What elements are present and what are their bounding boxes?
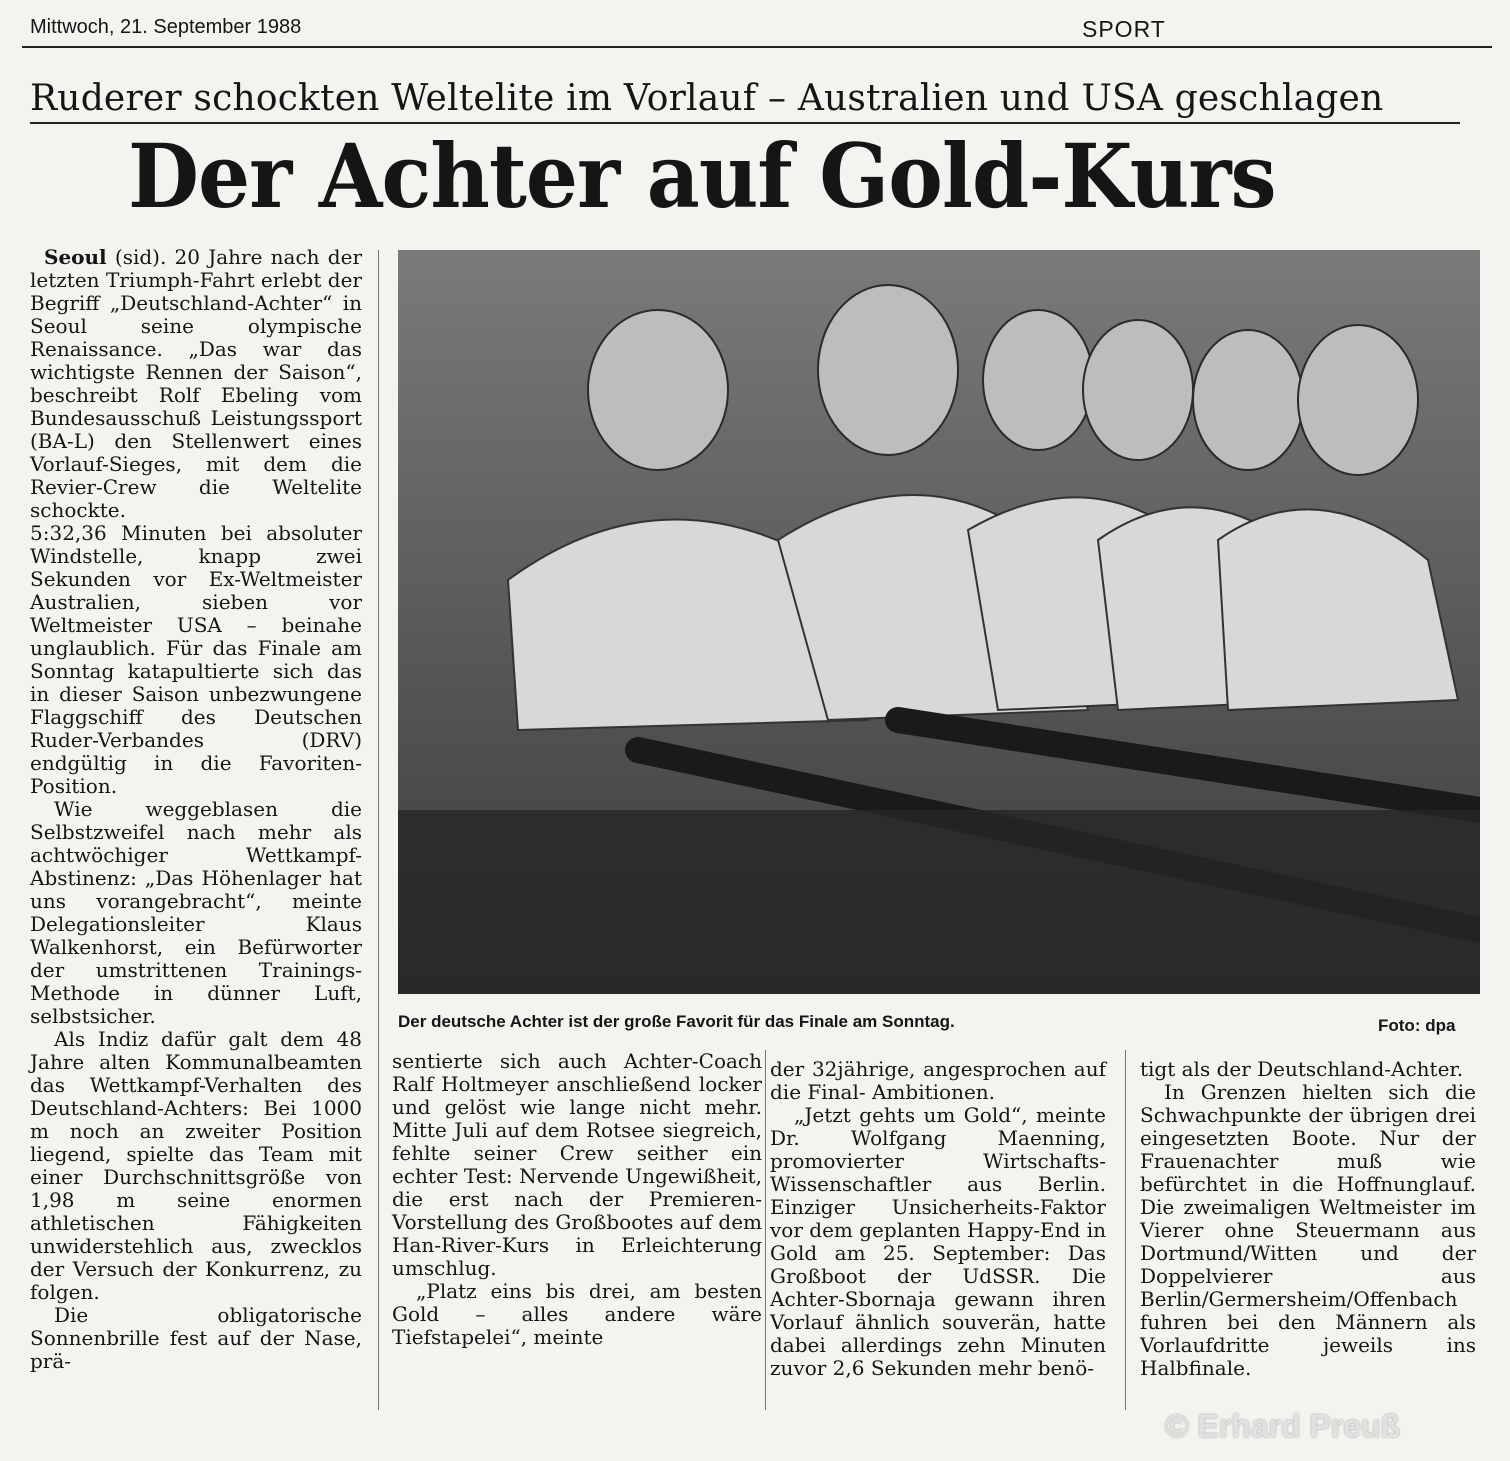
column-divider	[378, 250, 379, 1410]
paragraph	[30, 246, 362, 522]
paragraph: „Platz eins bis drei, am besten Gold – alles andere wäre Tiefstapelei“, meinte	[392, 1279, 762, 1349]
paragraph: In Grenzen hielten sich die Schwachpunkte der übrigen drei eingesetzten Boote. Nur der Frauenachter muß wie befürchtet in die Hoffnunglauf. Die zweimaligen Weltmeister im Vierer ohne Steuermann aus Dortmund/Witten und der Doppelvierer aus Berlin/Germersheim/Offenbach fuhren bei den Männern als Vorlaufdritte jeweils ins Halbfinale.	[1140, 1080, 1476, 1380]
section-label: SPORT	[1082, 16, 1166, 42]
paragraph: Wie weggeblasen die Selbstzweifel nach mehr als achtwöchiger Wettkampf-Abstinenz: „Das Höhenlager hat uns vorangebracht“, meinte Delegationsleiter Klaus Walkenhorst, ein Befürworter der umstrittenen Trainings-Methode in dünner Luft, selbstsicher.	[30, 797, 362, 1028]
paragraph: „Jetzt gehts um Gold“, meinte Dr. Wolfgang Maenning, promovierter Wirtschafts-Wissenschaftler aus Berlin. Einziger Unsicherheits-Faktor vor dem geplanten Happy-End in Gold am 25. September: Das Großboot der UdSSR. Die Achter-Sbornaja gewann ihren Vorlauf ähnlich souverän, hatte dabei allerdings zehn Minuten zuvor 2,6 Sekunden mehr benö-	[770, 1103, 1106, 1380]
column-divider	[765, 1050, 766, 1410]
paragraph: der 32jährige, angesprochen auf die Final- Ambitionen.	[770, 1057, 1106, 1104]
photo-credit: Foto: dpa	[1378, 1016, 1456, 1035]
photo-illustration	[398, 250, 1480, 994]
article-column-1	[30, 246, 362, 1373]
main-headline: Der Achter auf Gold-Kurs	[128, 124, 1276, 228]
article-column-3	[770, 1058, 1106, 1380]
paragraph-text: (sid). 20 Jahre nach der letzten Triumph-Fahrt erlebt der Begriff „Deutschland-Achter“ in Seoul seine olympische Renaissance. „Das war das wichtigste Rennen der Saison“, beschreibt Rolf Ebeling vom Bundesausschuß Leistungssport (BA-L) den Stellenwert eines Vorlauf-Sieges, mit dem die Revier-Crew die Weltelite schockte.	[30, 245, 362, 522]
photo-caption: Der deutsche Achter ist der große Favorit für das Finale am Sonntag.	[398, 1012, 955, 1031]
dateline: Seoul	[44, 245, 107, 269]
article-column-4	[1140, 1058, 1476, 1380]
header-rule	[22, 46, 1492, 48]
issue-date: Mittwoch, 21. September 1988	[30, 16, 302, 38]
copyright-watermark: © Erhard Preuß	[1165, 1408, 1401, 1444]
article-column-2	[392, 1050, 762, 1349]
column-divider	[1125, 1050, 1126, 1410]
paragraph: Als Indiz dafür galt dem 48 Jahre alten Kommunalbeamten das Wettkampf-Verhalten des Deutschland-Achters: Bei 1000 m noch an zweiter Position liegend, spielte das Team mit einer Durchschnittsgröße von 1,98 m seine enormen athletischen Fähigkeiten unwiderstehlich aus, zwecklos der Versuch der Konkurrenz, zu folgen.	[30, 1027, 362, 1304]
rowing-crew-photo	[398, 250, 1480, 994]
paragraph: sentierte sich auch Achter-Coach Ralf Holtmeyer anschließend locker und gelöst wie lange nicht mehr. Mitte Juli auf dem Rotsee siegreich, fehlte seiner Crew seither ein echter Test: Nervende Ungewißheit, die erst nach der Premieren-Vorstellung des Großbootes auf dem Han-River-Kurs in Erleichterung umschlug.	[392, 1049, 762, 1280]
paragraph: 5:32,36 Minuten bei absoluter Windstelle, knapp zwei Sekunden vor Ex-Weltmeister Australien, sieben vor Weltmeister USA – beinahe unglaublich. Für das Finale am Sonntag katapultierte sich das in dieser Saison unbezwungene Flaggschiff des Deutschen Ruder-Verbandes (DRV) endgültig in die Favoriten-Position.	[30, 521, 362, 798]
paragraph: Die obligatorische Sonnenbrille fest auf der Nase, prä-	[30, 1303, 362, 1373]
paragraph: tigt als der Deutschland-Achter.	[1140, 1057, 1464, 1081]
kicker-headline: Ruderer schockten Weltelite im Vorlauf – Australien und USA geschlagen	[30, 78, 1384, 119]
